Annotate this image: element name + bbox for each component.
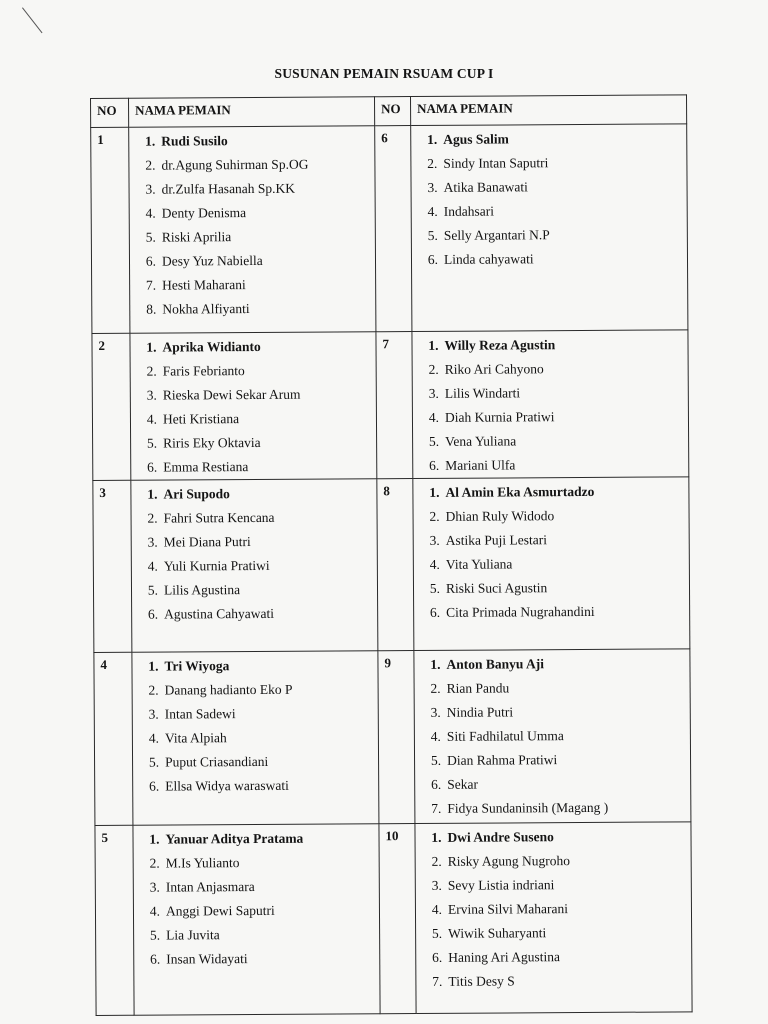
player-item <box>422 551 685 577</box>
player-name: Anton Banyu Aji <box>446 656 545 672</box>
player-number: 2. <box>149 855 160 871</box>
player-item <box>420 246 683 272</box>
player-name: Rieska Dewi Sekar Arum <box>162 386 301 403</box>
player-item <box>137 176 370 201</box>
table-row <box>95 822 692 1016</box>
player-number: 5. <box>429 580 441 596</box>
player-item <box>421 503 684 529</box>
player-item <box>140 529 373 554</box>
player-item <box>424 872 687 898</box>
player-number: 5. <box>145 229 156 245</box>
team-player-cell <box>133 824 380 1015</box>
player-number: 4. <box>146 411 158 427</box>
player-list <box>420 332 684 478</box>
player-number: 4. <box>428 409 440 425</box>
player-name: Dian Rahma Pratiwi <box>447 752 558 768</box>
player-name: Mei Diana Putri <box>163 534 251 550</box>
player-number: 5. <box>146 435 158 451</box>
player-number: 5. <box>149 927 161 943</box>
player-item <box>137 152 370 177</box>
player-item <box>421 380 684 406</box>
pen-mark <box>22 7 43 33</box>
player-item <box>142 850 375 875</box>
team-number: 2 <box>92 333 131 480</box>
player-name: Riko Ari Cahyono <box>444 361 544 377</box>
player-number: 5. <box>430 752 442 768</box>
player-item <box>424 848 687 874</box>
player-item <box>142 874 375 899</box>
player-name: Ari Supodo <box>163 486 230 502</box>
player-name: Intan Sadewi <box>164 706 236 722</box>
player-name: Riris Eky Oktavia <box>163 434 261 451</box>
player-item <box>139 358 372 383</box>
player-name: M.Is Yulianto <box>165 855 240 871</box>
player-name: Dhian Ruly Widodo <box>445 508 555 524</box>
player-number: 4. <box>145 205 156 221</box>
player-item <box>422 575 685 601</box>
player-name: Rudi Susilo <box>161 133 228 149</box>
player-number: 7. <box>145 277 157 293</box>
player-name: Siti Fadhilatul Umma <box>446 728 564 744</box>
player-item <box>142 922 375 947</box>
player-item <box>138 200 371 225</box>
player-name: Yanuar Aditya Pratama <box>165 830 304 847</box>
player-name: Willy Reza Agustin <box>444 337 556 353</box>
team-number: 1 <box>91 127 130 333</box>
player-number: 6. <box>432 949 443 965</box>
team-number: 4 <box>94 652 133 825</box>
player-item <box>423 795 686 821</box>
player-item <box>421 452 684 478</box>
player-number: 5. <box>431 925 443 941</box>
player-name: Wiwik Suharyanti <box>448 925 547 941</box>
player-name: Emma Restiana <box>163 459 249 475</box>
player-item <box>421 356 684 382</box>
player-number: 3. <box>428 385 439 401</box>
player-name: Linda cahyawati <box>443 251 534 267</box>
player-item <box>138 224 371 249</box>
player-name: Riski Aprilia <box>161 229 232 245</box>
team-player-cell <box>415 822 692 1014</box>
player-number: 4. <box>148 730 159 746</box>
player-number: 1. <box>147 486 158 502</box>
player-item <box>140 577 373 602</box>
team-player-cell <box>414 649 691 824</box>
player-number: 7. <box>431 800 442 816</box>
table-row <box>94 649 691 826</box>
player-name: Cita Primada Nugrahandini <box>446 603 595 620</box>
player-name: Atika Banawati <box>443 179 528 195</box>
player-name: Aprika Widianto <box>162 338 261 355</box>
player-list <box>421 479 685 625</box>
player-list <box>423 824 687 994</box>
roster-table <box>90 94 693 1016</box>
player-item <box>422 651 685 677</box>
player-number: 6. <box>429 604 441 620</box>
player-name: Fahri Sutra Kencana <box>163 509 275 526</box>
player-name: Vita Yuliana <box>445 556 513 572</box>
team-number: 9 <box>378 651 415 824</box>
table-row <box>93 477 690 653</box>
player-name: Sekar <box>447 776 478 792</box>
player-item <box>422 527 685 553</box>
player-name: Risky Agung Nugroho <box>447 853 570 869</box>
player-item <box>140 553 373 578</box>
player-number: 4. <box>429 556 440 572</box>
player-number: 5. <box>148 754 160 770</box>
player-name: Tri Wiyoga <box>164 658 230 674</box>
player-number: 5. <box>428 433 440 449</box>
player-item <box>424 968 687 994</box>
player-item <box>141 701 374 726</box>
player-list <box>140 653 374 798</box>
player-number: 2. <box>147 510 158 526</box>
player-item <box>139 454 372 479</box>
player-number: 1. <box>149 831 160 847</box>
player-number: 3. <box>429 532 440 548</box>
team-player-cell <box>131 479 378 652</box>
player-name: Ervina Silvi Maharani <box>447 901 568 917</box>
player-number: 3. <box>148 706 159 722</box>
player-name: Astika Puji Lestari <box>445 532 548 548</box>
player-number: 1. <box>428 337 439 353</box>
player-name: Faris Febrianto <box>162 363 245 379</box>
player-number: 4. <box>149 903 161 919</box>
player-item <box>138 248 371 273</box>
player-name: Denty Denisma <box>161 205 247 221</box>
player-number: 2. <box>429 508 440 524</box>
player-number: 6. <box>145 253 157 269</box>
player-name: Mariani Ulfa <box>445 457 516 473</box>
player-number: 1. <box>146 339 157 355</box>
player-name: Hesti Maharani <box>162 277 246 293</box>
team-number: 6 <box>375 126 412 332</box>
header-no-right: NO <box>374 97 410 126</box>
player-name: Dwi Andre Suseno <box>447 829 554 845</box>
player-item <box>138 272 371 297</box>
player-name: Heti Kristiana <box>162 411 240 427</box>
player-item <box>419 150 682 176</box>
player-item <box>423 747 686 773</box>
player-name: Titis Desy S <box>448 973 515 989</box>
team-number: 7 <box>376 332 413 479</box>
player-item <box>141 826 374 851</box>
player-number: 2. <box>146 363 157 379</box>
player-list <box>141 826 375 971</box>
player-number: 1. <box>429 484 440 500</box>
player-number: 2. <box>148 682 159 698</box>
player-list <box>419 126 683 272</box>
player-number: 5. <box>147 582 159 598</box>
player-item <box>422 599 685 625</box>
player-item <box>423 699 686 725</box>
player-item <box>139 430 372 455</box>
player-number: 4. <box>147 558 158 574</box>
player-name: Sindy Intan Saputri <box>443 155 549 171</box>
player-number: 8. <box>146 301 157 317</box>
player-name: Insan Widayati <box>166 951 248 967</box>
player-name: Nindia Putri <box>446 704 514 720</box>
player-list <box>138 334 372 479</box>
player-name: Agustina Cahyawati <box>164 605 275 622</box>
player-number: 6. <box>147 606 159 622</box>
player-item <box>140 653 373 678</box>
player-item <box>419 126 682 152</box>
team-player-cell <box>129 126 376 333</box>
team-number: 5 <box>95 825 134 1015</box>
player-number: 2. <box>145 157 156 173</box>
player-item <box>424 944 687 970</box>
player-number: 3. <box>431 877 442 893</box>
table-row <box>91 124 688 334</box>
player-number: 2. <box>430 680 441 696</box>
team-player-cell <box>130 332 377 481</box>
player-item <box>421 479 684 505</box>
roster-body <box>91 124 692 1016</box>
player-name: Diah Kurnia Pratiwi <box>444 409 555 425</box>
player-item <box>140 601 373 626</box>
player-name: Ellsa Widya waraswati <box>165 777 289 794</box>
player-number: 3. <box>430 704 441 720</box>
player-item <box>139 406 372 431</box>
player-number: 6. <box>147 459 158 475</box>
player-number: 2. <box>431 853 442 869</box>
player-number: 6. <box>429 457 440 473</box>
player-item <box>138 296 371 321</box>
player-name: Riski Suci Agustin <box>445 580 548 596</box>
player-item <box>142 946 375 971</box>
team-player-cell <box>411 124 688 332</box>
player-name: dr.Agung Suhirman Sp.OG <box>161 156 309 173</box>
player-number: 6. <box>431 776 442 792</box>
player-item <box>420 222 683 248</box>
player-item <box>423 675 686 701</box>
player-name: Al Amin Eka Asmurtadzo <box>445 483 595 500</box>
player-name: Selly Argantari N.P <box>443 227 550 243</box>
player-number: 1. <box>427 131 438 147</box>
table-header-row <box>91 95 687 128</box>
player-item <box>421 428 684 454</box>
player-item <box>142 898 375 923</box>
player-name: Nokha Alfiyanti <box>162 301 250 317</box>
player-item <box>423 771 686 797</box>
player-number: 3. <box>145 181 156 197</box>
header-no-left: NO <box>91 98 129 127</box>
player-item <box>421 404 684 430</box>
player-number: 1. <box>148 658 159 674</box>
player-item <box>141 725 374 750</box>
table-row <box>92 330 689 481</box>
player-item <box>420 198 683 224</box>
player-item <box>139 505 372 530</box>
team-number: 3 <box>93 480 132 652</box>
player-number: 7. <box>432 973 443 989</box>
player-number: 6. <box>150 951 161 967</box>
team-player-cell <box>132 651 379 825</box>
player-name: Sevy Listia indriani <box>447 877 555 893</box>
player-number: 3. <box>427 179 438 195</box>
player-name: Anggi Dewi Saputri <box>165 902 275 919</box>
player-item <box>141 677 374 702</box>
player-number: 4. <box>427 203 438 219</box>
player-number: 1. <box>431 829 442 845</box>
header-name-right: NAMA PEMAIN <box>410 95 686 126</box>
header-name-left: NAMA PEMAIN <box>129 97 375 128</box>
player-item <box>423 723 686 749</box>
team-player-cell <box>413 477 690 651</box>
player-list <box>137 128 371 321</box>
player-number: 6. <box>149 778 160 794</box>
player-number: 4. <box>430 728 441 744</box>
player-name: Agus Salim <box>443 131 509 147</box>
team-player-cell <box>412 330 689 479</box>
player-number: 3. <box>146 387 157 403</box>
player-number: 2. <box>428 361 439 377</box>
player-item <box>141 749 374 774</box>
player-name: Lilis Windarti <box>444 385 521 401</box>
team-number: 10 <box>379 824 416 1014</box>
player-name: Yuli Kurnia Pratiwi <box>163 557 270 574</box>
player-item <box>423 824 686 850</box>
player-item <box>420 332 683 358</box>
player-number: 2. <box>427 155 438 171</box>
player-number: 3. <box>149 879 160 895</box>
player-name: Lia Juvita <box>166 927 220 943</box>
document-title: SUSUNAN PEMAIN RSUAM CUP I <box>274 66 494 81</box>
player-item <box>137 128 370 153</box>
player-name: Indahsari <box>443 203 494 219</box>
player-name: Rian Pandu <box>446 680 510 696</box>
player-item <box>419 174 682 200</box>
player-number: 4. <box>431 901 443 917</box>
player-number: 1. <box>430 656 441 672</box>
player-name: Haning Ari Agustina <box>448 949 561 965</box>
player-item <box>139 382 372 407</box>
player-name: Vena Yuliana <box>445 433 517 449</box>
player-name: dr.Zulfa Hasanah Sp.KK <box>161 180 296 197</box>
player-number: 6. <box>427 251 439 267</box>
player-name: Fidya Sundaninsih (Magang ) <box>447 799 609 816</box>
player-name: Danang hadianto Eko P <box>164 681 293 698</box>
player-number: 5. <box>427 227 438 243</box>
player-item <box>139 481 372 506</box>
player-name: Vita Alpiah <box>164 730 227 746</box>
player-item <box>424 920 687 946</box>
player-list <box>422 651 686 821</box>
player-number: 3. <box>147 534 158 550</box>
team-number: 8 <box>377 479 414 651</box>
player-name: Lilis Agustina <box>163 582 241 598</box>
player-list <box>139 481 373 626</box>
player-name: Intan Anjasmara <box>165 879 255 895</box>
player-item <box>141 773 374 798</box>
player-item <box>138 334 371 359</box>
player-number: 1. <box>145 133 156 149</box>
player-name: Puput Criasandiani <box>165 753 269 770</box>
player-item <box>424 896 687 922</box>
player-name: Desy Yuz Nabiella <box>161 252 263 269</box>
